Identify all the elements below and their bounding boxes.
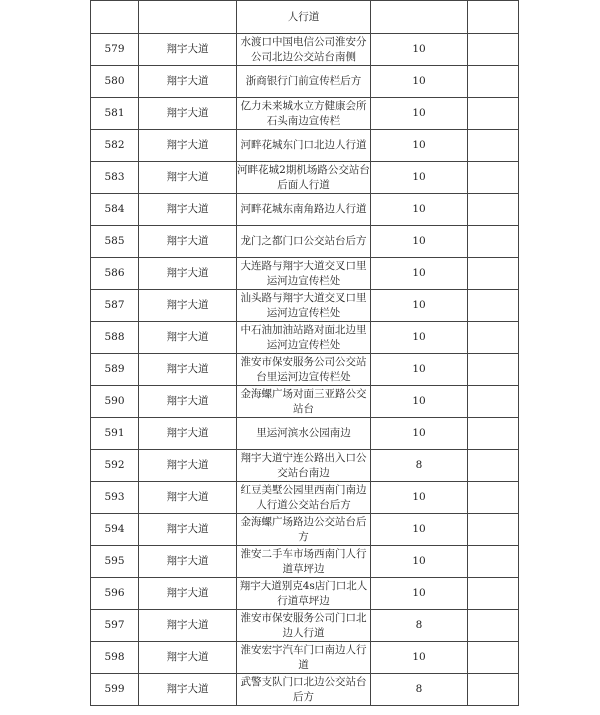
table-body [91,1,519,706]
cell-qty: 10 [371,66,468,98]
cell-road: 翔宇大道 [139,354,237,386]
cell-no: 584 [91,194,139,226]
cell-no: 588 [91,322,139,354]
cell-note [468,1,519,34]
cell-location: 汕头路与翔宇大道交叉口里运河边宣传栏处 [237,290,371,322]
cell-no: 599 [91,674,139,706]
cell-qty: 10 [371,290,468,322]
cell-qty: 8 [371,610,468,642]
cell-road: 翔宇大道 [139,386,237,418]
cell-note [468,226,519,258]
cell-road: 翔宇大道 [139,418,237,450]
cell-location: 河畔花城东南角路边人行道 [237,194,371,226]
cell-qty: 10 [371,162,468,194]
cell-location: 翔宇大道别克4s店门口北人行道草坪边 [237,578,371,610]
cell-road: 翔宇大道 [139,674,237,706]
cell-road: 翔宇大道 [139,130,237,162]
cell-qty [371,1,468,34]
cell-location: 翔宇大道宁连公路出入口公交站台南边 [237,450,371,482]
cell-location: 淮安市保安服务公司公交站台里运河边宣传栏处 [237,354,371,386]
cell-no: 579 [91,34,139,66]
cell-road: 翔宇大道 [139,322,237,354]
cell-qty: 10 [371,354,468,386]
cell-note [468,322,519,354]
cell-qty: 10 [371,418,468,450]
cell-location: 金海螺广场对面三亚路公交站台 [237,386,371,418]
cell-note [468,98,519,130]
cell-road: 翔宇大道 [139,610,237,642]
cell-note [468,162,519,194]
cell-qty: 10 [371,514,468,546]
cell-no [91,1,139,34]
cell-no: 585 [91,226,139,258]
cell-qty: 10 [371,258,468,290]
cell-note [468,354,519,386]
cell-road: 翔宇大道 [139,98,237,130]
cell-road: 翔宇大道 [139,482,237,514]
cell-qty: 10 [371,482,468,514]
cell-note [468,130,519,162]
cell-no: 593 [91,482,139,514]
cell-note [468,642,519,674]
cell-location: 河畔花城东门口北边人行道 [237,130,371,162]
cell-road: 翔宇大道 [139,66,237,98]
cell-location: 浙商银行门前宣传栏后方 [237,66,371,98]
table-row [91,418,519,450]
cell-location: 河畔花城2期机场路公交站台后面人行道 [237,162,371,194]
table-row [91,162,519,194]
cell-no: 589 [91,354,139,386]
cell-location: 里运河滨水公园南边 [237,418,371,450]
table-row [91,546,519,578]
cell-road: 翔宇大道 [139,34,237,66]
table-row [91,354,519,386]
cell-location: 大连路与翔宇大道交叉口里运河边宣传栏处 [237,258,371,290]
cell-no: 586 [91,258,139,290]
cell-road: 翔宇大道 [139,162,237,194]
table-row [91,258,519,290]
cell-qty: 10 [371,578,468,610]
cell-road: 翔宇大道 [139,546,237,578]
cell-no: 592 [91,450,139,482]
cell-no: 580 [91,66,139,98]
cell-road: 翔宇大道 [139,514,237,546]
table-row [91,34,519,66]
cell-location: 淮安市保安服务公司门口北边人行道 [237,610,371,642]
cell-qty: 10 [371,34,468,66]
cell-no: 598 [91,642,139,674]
data-table [90,0,519,706]
table-row [91,322,519,354]
cell-location: 红豆美墅公园里西南门南边人行道公交站台后方 [237,482,371,514]
table-row [91,610,519,642]
table-row [91,450,519,482]
table-row [91,482,519,514]
cell-note [468,578,519,610]
cell-road: 翔宇大道 [139,450,237,482]
cell-note [468,386,519,418]
cell-qty: 10 [371,546,468,578]
table-row [91,226,519,258]
table-row [91,386,519,418]
cell-note [468,514,519,546]
cell-location: 人行道 [237,1,371,34]
cell-no: 587 [91,290,139,322]
cell-road [139,1,237,34]
cell-note [468,610,519,642]
cell-no: 597 [91,610,139,642]
cell-qty: 10 [371,130,468,162]
table-row [91,290,519,322]
cell-note [468,546,519,578]
cell-note [468,290,519,322]
cell-qty: 10 [371,194,468,226]
cell-qty: 10 [371,642,468,674]
table-row-partial [91,1,519,34]
cell-note [468,482,519,514]
table-row [91,130,519,162]
cell-location: 金海螺广场路边公交站台后方 [237,514,371,546]
table-row [91,674,519,706]
table-row [91,66,519,98]
cell-note [468,66,519,98]
cell-road: 翔宇大道 [139,578,237,610]
cell-no: 594 [91,514,139,546]
cell-road: 翔宇大道 [139,194,237,226]
table-row [91,578,519,610]
table-row [91,194,519,226]
cell-no: 595 [91,546,139,578]
cell-no: 591 [91,418,139,450]
table-row [91,642,519,674]
cell-no: 596 [91,578,139,610]
cell-location: 龙门之都门口公交站台后方 [237,226,371,258]
cell-note [468,450,519,482]
cell-qty: 10 [371,322,468,354]
cell-road: 翔宇大道 [139,226,237,258]
cell-location: 亿力未来城水立方健康会所石头南边宣传栏 [237,98,371,130]
cell-note [468,34,519,66]
cell-no: 583 [91,162,139,194]
cell-road: 翔宇大道 [139,290,237,322]
cell-qty: 8 [371,674,468,706]
cell-road: 翔宇大道 [139,258,237,290]
cell-qty: 8 [371,450,468,482]
table-row [91,514,519,546]
cell-location: 中石油加油站路对面北边里运河边宣传栏处 [237,322,371,354]
cell-note [468,674,519,706]
cell-no: 590 [91,386,139,418]
cell-no: 582 [91,130,139,162]
cell-road: 翔宇大道 [139,642,237,674]
cell-location: 武警支队门口北边公交站台后方 [237,674,371,706]
cell-note [468,258,519,290]
cell-note [468,194,519,226]
cell-qty: 10 [371,98,468,130]
cell-qty: 10 [371,226,468,258]
cell-note [468,418,519,450]
table-row [91,98,519,130]
cell-no: 581 [91,98,139,130]
cell-location: 淮安二手车市场西南门人行道草坪边 [237,546,371,578]
cell-location: 水渡口中国电信公司淮安分公司北边公交站台南侧 [237,34,371,66]
cell-qty: 10 [371,386,468,418]
cell-location: 淮安宏宇汽车门口南边人行道 [237,642,371,674]
